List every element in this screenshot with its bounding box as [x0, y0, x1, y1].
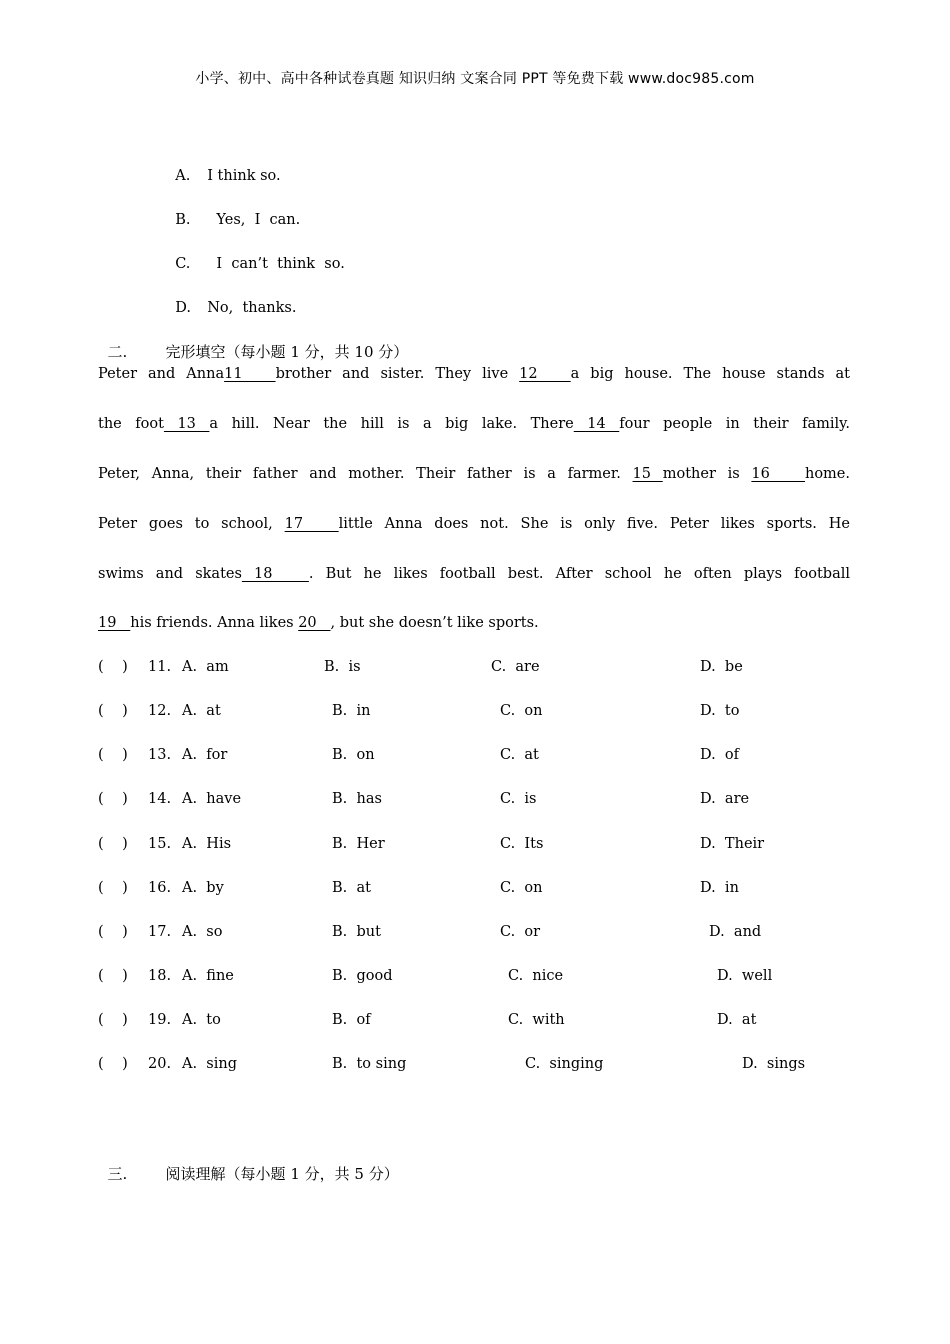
- choice-a: A. by: [182, 880, 224, 896]
- choice-b: B. in: [332, 703, 371, 719]
- answer-paren[interactable]: ( ): [98, 747, 128, 763]
- choice-d: D. and: [709, 924, 762, 940]
- question-row-17: [98, 924, 818, 944]
- blank-15: 15: [632, 466, 663, 482]
- text: little Anna does not. She is only five. Peter likes sports. He: [338, 516, 850, 532]
- choice-c: C. or: [500, 924, 541, 940]
- option-b: [166, 190, 300, 230]
- question-row-13: [98, 747, 818, 767]
- choice-a: A. am: [182, 659, 229, 675]
- choice-d: D. are: [700, 791, 750, 807]
- passage-line-6: [98, 615, 850, 631]
- choice-c: C. at: [500, 747, 539, 763]
- section-number: 二.: [107, 343, 128, 361]
- choice-d: D. at: [717, 1012, 757, 1028]
- option-letter: A.: [175, 168, 191, 184]
- section-title: 阅读理解（每小题 1 分，共 5 分）: [165, 1165, 399, 1183]
- passage-line-5: [98, 566, 850, 582]
- question-number: 19.: [148, 1012, 172, 1028]
- question-row-20: [98, 1056, 838, 1076]
- choice-a: A. fine: [182, 968, 234, 984]
- blank-12: 12: [519, 366, 571, 382]
- option-text: I can’t think so.: [207, 256, 345, 272]
- choice-b: B. has: [332, 791, 382, 807]
- blank-19: 19: [98, 615, 131, 631]
- answer-paren[interactable]: ( ): [98, 791, 128, 807]
- section-3-heading: [98, 1144, 399, 1184]
- choice-c: C. with: [508, 1012, 565, 1028]
- text: home.: [804, 466, 850, 482]
- option-text: No, thanks.: [207, 300, 297, 316]
- passage-line-2: [98, 416, 850, 432]
- text: swims and skates: [98, 566, 242, 582]
- option-letter: D.: [175, 300, 191, 316]
- choice-d: D. be: [700, 659, 743, 675]
- choice-b: B. good: [332, 968, 393, 984]
- text: the foot: [98, 416, 164, 432]
- choice-b: B. on: [332, 747, 375, 763]
- choice-b: B. to sing: [332, 1056, 407, 1072]
- blank-16: 16: [751, 466, 805, 482]
- choice-b: B. but: [332, 924, 381, 940]
- choice-a: A. for: [182, 747, 228, 763]
- question-number: 13.: [148, 747, 172, 763]
- option-c: [166, 234, 345, 274]
- question-number: 14.: [148, 791, 172, 807]
- question-row-16: [98, 880, 818, 900]
- text: four people in their family.: [619, 416, 850, 432]
- choice-d: D. well: [717, 968, 773, 984]
- choice-b: B. at: [332, 880, 371, 896]
- option-letter: C.: [175, 256, 191, 272]
- answer-paren[interactable]: ( ): [98, 836, 128, 852]
- answer-paren[interactable]: ( ): [98, 924, 128, 940]
- question-number: 11.: [148, 659, 172, 675]
- answer-paren[interactable]: ( ): [98, 1012, 128, 1028]
- text: Peter goes to school,: [98, 516, 285, 532]
- blank-20: 20: [298, 615, 331, 631]
- text: a big house. The house stands at: [570, 366, 851, 382]
- choice-a: A. His: [182, 836, 232, 852]
- answer-paren[interactable]: ( ): [98, 880, 128, 896]
- text: . But he likes football best. After school he often plays football: [308, 566, 851, 582]
- choice-b: B. Her: [332, 836, 385, 852]
- blank-13: 13: [163, 416, 210, 432]
- text: , but she doesn’t like sports.: [330, 615, 539, 631]
- option-text: I think so.: [207, 168, 281, 184]
- text: Peter, Anna, their father and mother. Their father is a farmer.: [98, 466, 633, 482]
- question-number: 16.: [148, 880, 172, 896]
- passage-line-1: [98, 366, 850, 382]
- blank-14: 14: [573, 416, 620, 432]
- section-2-heading: [98, 322, 408, 362]
- question-row-12: [98, 703, 818, 723]
- option-text: Yes, I can.: [207, 212, 301, 228]
- section-title: 完形填空（每小题 1 分，共 10 分）: [165, 343, 409, 361]
- choice-c: C. Its: [500, 836, 544, 852]
- choice-d: D. to: [700, 703, 740, 719]
- choice-d: D. sings: [742, 1056, 806, 1072]
- choice-a: A. so: [182, 924, 223, 940]
- question-row-18: [98, 968, 818, 988]
- answer-paren[interactable]: ( ): [98, 659, 128, 675]
- choice-d: D. in: [700, 880, 739, 896]
- question-number: 18.: [148, 968, 172, 984]
- question-number: 20.: [148, 1056, 172, 1072]
- choice-a: A. sing: [182, 1056, 237, 1072]
- passage-line-3: [98, 466, 850, 482]
- option-d: [166, 278, 296, 318]
- answer-paren[interactable]: ( ): [98, 1056, 128, 1072]
- choice-c: C. on: [500, 703, 543, 719]
- question-row-15: [98, 836, 818, 856]
- choice-a: A. to: [182, 1012, 221, 1028]
- answer-paren[interactable]: ( ): [98, 703, 128, 719]
- blank-18: 18: [241, 566, 309, 582]
- text: brother and sister. They live: [275, 366, 520, 382]
- choice-a: A. have: [182, 791, 242, 807]
- blank-11: 11: [224, 366, 276, 382]
- choice-a: A. at: [182, 703, 221, 719]
- page-header: 小学、初中、高中各种试卷真题 知识归纳 文案合同 PPT 等免费下载 www.doc985.com: [195, 71, 755, 87]
- question-number: 15.: [148, 836, 172, 852]
- text: a hill. Near the hill is a big lake. There: [209, 416, 574, 432]
- choice-b: B. is: [324, 659, 361, 675]
- text: Peter and Anna: [98, 366, 225, 382]
- text: his friends. Anna likes: [130, 615, 299, 631]
- passage-line-4: [98, 516, 850, 532]
- choice-c: C. on: [500, 880, 543, 896]
- choice-c: C. is: [500, 791, 537, 807]
- blank-17: 17: [284, 516, 339, 532]
- choice-d: D. Their: [700, 836, 765, 852]
- question-row-19: [98, 1012, 818, 1032]
- question-number: 12.: [148, 703, 172, 719]
- choice-c: C. nice: [508, 968, 564, 984]
- choice-c: C. are: [491, 659, 540, 675]
- question-number: 17.: [148, 924, 172, 940]
- choice-c: C. singing: [525, 1056, 604, 1072]
- option-letter: B.: [175, 212, 191, 228]
- choice-d: D. of: [700, 747, 740, 763]
- choice-b: B. of: [332, 1012, 371, 1028]
- answer-paren[interactable]: ( ): [98, 968, 128, 984]
- question-row-14: [98, 791, 818, 811]
- question-row-11: [98, 659, 818, 679]
- option-a: [166, 146, 281, 186]
- section-number: 三.: [107, 1165, 128, 1183]
- text: mother is: [662, 466, 752, 482]
